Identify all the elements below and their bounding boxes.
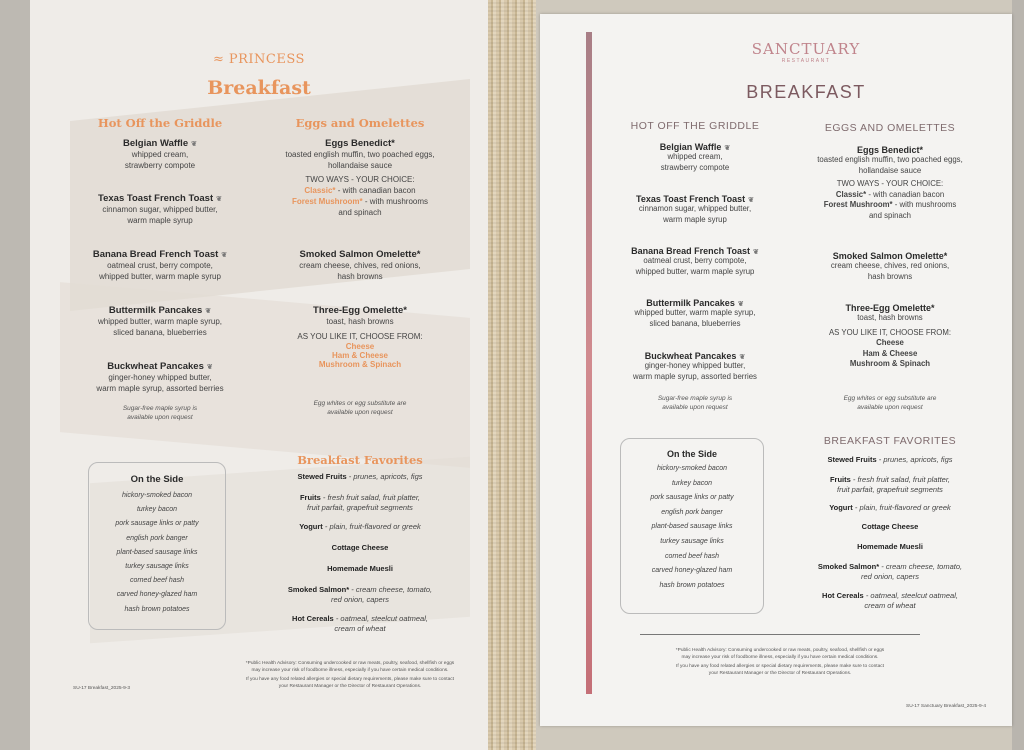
menu-item bbox=[260, 138, 460, 218]
menu-item bbox=[70, 138, 250, 171]
item-desc: warm maple syrup, assorted berries bbox=[633, 371, 757, 381]
fav-name: Hot Cereals bbox=[292, 614, 334, 623]
item-name: Three-Egg Omelette* bbox=[845, 303, 935, 313]
side-item: turkey bacon bbox=[136, 506, 178, 514]
note-line: available upon request bbox=[662, 404, 728, 411]
fav-name: Homemade Muesli bbox=[857, 542, 923, 551]
fav-name: Smoked Salmon* bbox=[287, 585, 350, 594]
choice-item: Mushroom & Spinach bbox=[318, 360, 402, 369]
eggs-heading: Eggs and Omelettes bbox=[295, 116, 425, 130]
fav-desc: red onion, capers bbox=[331, 595, 389, 604]
fav-desc: red onion, capers bbox=[861, 572, 919, 581]
item-desc: ginger-honey whipped butter, bbox=[108, 373, 212, 382]
menu-code: SU-17 Sanctuary Breakfast_2025-9-4 bbox=[906, 704, 986, 709]
leaf-icon: ❦ bbox=[739, 354, 746, 361]
side-item: corned beef hash bbox=[129, 577, 185, 585]
menu-item bbox=[600, 298, 790, 329]
brand-name: SANCTUARY bbox=[751, 40, 861, 58]
item-desc: oatmeal crust, berry compote, bbox=[643, 256, 747, 265]
leaf-icon: ❦ bbox=[724, 145, 731, 152]
page-title: Breakfast bbox=[207, 77, 311, 99]
leaf-icon: ❦ bbox=[748, 197, 754, 204]
item-desc: toasted english muffin, two poached eggs, bbox=[285, 150, 435, 159]
two-ways-label: TWO WAYS - YOUR CHOICE: bbox=[836, 179, 944, 188]
item-desc: ginger-honey whipped butter, bbox=[644, 361, 746, 370]
menu-item bbox=[600, 246, 790, 277]
side-list bbox=[621, 462, 763, 593]
leaf-icon: ❦ bbox=[206, 364, 213, 371]
menu-item bbox=[600, 194, 790, 225]
item-desc: whipped cream, bbox=[131, 150, 189, 159]
fav-name: Homemade Muesli bbox=[327, 564, 393, 573]
griddle-heading: HOT OFF THE GRIDDLE bbox=[630, 120, 760, 132]
accent-bar bbox=[586, 32, 592, 694]
menu-item bbox=[70, 361, 250, 394]
side-item: turkey sausage links bbox=[660, 537, 724, 545]
divider bbox=[640, 634, 920, 635]
fav-name: Yogurt bbox=[829, 503, 853, 512]
item-desc: toast, hash browns bbox=[857, 313, 923, 322]
item-desc: warm maple syrup bbox=[663, 214, 727, 224]
background-left bbox=[0, 0, 30, 750]
griddle-heading: Hot Off the Griddle bbox=[97, 116, 223, 130]
item-desc: toasted english muffin, two poached eggs, bbox=[817, 155, 963, 164]
binder-spine bbox=[488, 0, 536, 750]
menu-item bbox=[260, 305, 460, 369]
item-desc: strawberry compote bbox=[124, 161, 196, 170]
fine-line: *Public Health Advisory: Consuming undercooked or raw meats, poultry, seafood, shellfish or eggs bbox=[245, 661, 455, 666]
side-item: hash brown potatoes bbox=[124, 605, 190, 613]
egg-note bbox=[790, 394, 990, 412]
sanctuary-logo bbox=[600, 40, 1012, 64]
option-desc: and spinach bbox=[338, 208, 382, 217]
fav-desc: fruit parfait, grapefruit segments bbox=[307, 503, 413, 512]
item-desc: whipped butter, warm maple syrup, bbox=[634, 308, 756, 317]
choice-item: Cheese bbox=[345, 342, 375, 351]
princess-wave-icon: ≈ bbox=[213, 52, 225, 67]
favorites-list bbox=[790, 455, 990, 611]
fav-desc: - prunes, apricots, figs bbox=[346, 472, 423, 481]
menu-item bbox=[790, 303, 990, 370]
advisory-text bbox=[630, 648, 930, 677]
item-desc: cream cheese, chives, red onions, bbox=[830, 261, 950, 270]
fav-name: Cottage Cheese bbox=[331, 543, 389, 552]
menu-item bbox=[600, 142, 790, 173]
item-desc: whipped cream, bbox=[667, 152, 723, 161]
item-name: Texas Toast French Toast bbox=[98, 193, 214, 204]
fine-line: *Public Health Advisory: Consuming undercooked or raw meats, poultry, seafood, shellfish or eggs bbox=[675, 648, 885, 653]
leaf-icon: ❦ bbox=[216, 196, 222, 203]
syrup-note bbox=[70, 404, 250, 422]
item-name: Buckwheat Pancakes bbox=[644, 351, 737, 361]
item-desc: toast, hash browns bbox=[326, 317, 394, 326]
side-item: plant-based sausage links bbox=[116, 548, 198, 556]
fav-desc: cream of wheat bbox=[334, 624, 386, 633]
note-line: Sugar-free maple syrup is bbox=[122, 405, 198, 412]
fav-name: Fruits bbox=[299, 493, 321, 502]
side-heading: On the Side bbox=[666, 449, 717, 459]
choice-item: Ham & Cheese bbox=[331, 351, 389, 360]
note-line: Egg whites or egg substitute are bbox=[313, 400, 407, 407]
item-desc: hash browns bbox=[337, 272, 383, 281]
side-box bbox=[88, 462, 226, 630]
fav-name: Cottage Cheese bbox=[861, 522, 919, 531]
side-item: carved honey-glazed ham bbox=[651, 567, 733, 575]
menu-item bbox=[70, 249, 250, 282]
note-line: available upon request bbox=[857, 404, 923, 411]
syrup-note bbox=[600, 394, 790, 412]
item-name: Smoked Salmon Omelette* bbox=[299, 249, 421, 260]
fav-desc: - prunes, apricots, figs bbox=[876, 455, 953, 464]
item-name: Belgian Waffle bbox=[659, 142, 722, 152]
side-item: turkey bacon bbox=[671, 479, 713, 487]
item-desc: sliced banana, blueberries bbox=[649, 318, 741, 328]
fav-desc: - oatmeal, steelcut oatmeal, bbox=[333, 614, 428, 623]
two-ways-label: TWO WAYS - YOUR CHOICE: bbox=[305, 175, 415, 184]
option-desc: - with mushrooms bbox=[362, 197, 429, 206]
item-desc: hollandaise sauce bbox=[858, 165, 922, 175]
item-name: Banana Bread French Toast bbox=[631, 246, 750, 256]
menu-item bbox=[70, 305, 250, 338]
princess-logo bbox=[30, 50, 488, 68]
fav-desc: - cream cheese, tomato, bbox=[349, 585, 433, 594]
item-desc: cream cheese, chives, red onions, bbox=[299, 261, 421, 270]
side-item: english pork banger bbox=[126, 534, 188, 542]
fine-line: may increase your risk of foodborne illness, especially if you have certain medical conditions. bbox=[681, 654, 879, 660]
brand-name: PRINCESS bbox=[228, 52, 305, 67]
fav-name: Stewed Fruits bbox=[827, 455, 877, 464]
option-label: Forest Mushroom* bbox=[823, 200, 893, 209]
fine-line: your Restaurant Manager or the Director of Restaurant Operations. bbox=[278, 683, 422, 689]
item-desc: cinnamon sugar, whipped butter, bbox=[638, 204, 752, 213]
menu-item bbox=[600, 351, 790, 382]
option-desc: - with canadian bacon bbox=[335, 186, 416, 195]
fine-line: may increase your risk of foodborne illness, especially if you have certain medical conditions. bbox=[251, 667, 449, 673]
side-heading: On the Side bbox=[130, 474, 184, 485]
menu-item bbox=[70, 193, 250, 226]
item-desc: hollandaise sauce bbox=[327, 161, 393, 170]
side-item: pork sausage links or patty bbox=[115, 520, 199, 528]
item-desc: oatmeal crust, berry compote, bbox=[107, 261, 213, 270]
princess-menu-page bbox=[30, 0, 488, 750]
item-name: Belgian Waffle bbox=[123, 138, 189, 149]
leaf-icon: ❦ bbox=[191, 141, 197, 148]
side-item: plant-based sausage links bbox=[651, 523, 733, 531]
item-name: Buttermilk Pancakes bbox=[646, 298, 735, 308]
item-name: Three-Egg Omelette* bbox=[313, 305, 407, 316]
choice-item: Mushroom & Spinach bbox=[849, 359, 931, 368]
fav-name: Fruits bbox=[829, 475, 851, 484]
advisory-text bbox=[220, 661, 480, 690]
item-desc: whipped butter, warm maple syrup bbox=[635, 266, 755, 276]
item-name: Banana Bread French Toast bbox=[92, 249, 219, 260]
fav-desc: - plain, fruit-flavored or greek bbox=[322, 522, 421, 531]
leaf-icon: ❦ bbox=[221, 252, 228, 259]
sanctuary-menu-page bbox=[540, 14, 1012, 726]
fav-name: Yogurt bbox=[299, 522, 323, 531]
item-desc: hash browns bbox=[867, 271, 913, 281]
item-desc: warm maple syrup bbox=[127, 216, 193, 225]
option-label: Classic* bbox=[835, 189, 867, 199]
item-name: Eggs Benedict* bbox=[856, 145, 923, 155]
choose-label: AS YOU LIKE IT, CHOOSE FROM: bbox=[828, 327, 952, 337]
side-item: carved honey-glazed ham bbox=[116, 591, 198, 599]
menu-item bbox=[260, 249, 460, 282]
fav-desc: - fresh fruit salad, fruit platter, bbox=[320, 493, 421, 502]
side-item: corned beef hash bbox=[664, 552, 720, 560]
egg-note bbox=[260, 399, 460, 417]
fav-name: Stewed Fruits bbox=[297, 472, 347, 481]
page-title: BREAKFAST bbox=[746, 82, 866, 102]
side-box bbox=[620, 438, 764, 614]
option-desc: - with canadian bacon bbox=[866, 189, 945, 199]
fav-desc: - oatmeal, steelcut oatmeal, bbox=[863, 591, 958, 600]
note-line: Egg whites or egg substitute are bbox=[843, 395, 937, 402]
fav-name: Smoked Salmon* bbox=[817, 562, 880, 571]
favorites-list bbox=[260, 472, 460, 634]
choice-item: Ham & Cheese bbox=[862, 348, 918, 358]
fav-name: Hot Cereals bbox=[822, 591, 864, 600]
option-desc: - with mushrooms bbox=[892, 200, 957, 209]
item-desc: cinnamon sugar, whipped butter, bbox=[102, 205, 218, 214]
note-line: available upon request bbox=[127, 414, 193, 421]
item-name: Buttermilk Pancakes bbox=[108, 305, 203, 316]
side-item: pork sausage links or patty bbox=[650, 494, 734, 502]
fav-desc: - plain, fruit-flavored or greek bbox=[852, 503, 951, 512]
choose-label: AS YOU LIKE IT, CHOOSE FROM: bbox=[297, 332, 423, 341]
fine-line: If you have any food related allergies or special dietary requirements, please make sure to contact bbox=[246, 677, 454, 682]
favorites-heading: Breakfast Favorites bbox=[297, 453, 423, 467]
favorites-heading: BREAKFAST FAVORITES bbox=[823, 435, 957, 447]
option-desc: and spinach bbox=[868, 210, 912, 220]
note-line: available upon request bbox=[327, 409, 393, 416]
option-label: Classic* bbox=[304, 186, 336, 195]
side-item: hickory-smoked bacon bbox=[656, 465, 728, 472]
fine-line: your Restaurant Manager or the Director of Restaurant Operations. bbox=[708, 670, 852, 676]
choice-item: Cheese bbox=[876, 338, 904, 347]
leaf-icon: ❦ bbox=[753, 249, 759, 256]
leaf-icon: ❦ bbox=[737, 301, 744, 308]
note-line: Sugar-free maple syrup is bbox=[657, 395, 733, 402]
item-name: Eggs Benedict* bbox=[325, 138, 395, 149]
item-desc: strawberry compote bbox=[660, 162, 730, 172]
item-desc: whipped butter, warm maple syrup, bbox=[97, 317, 223, 326]
fav-desc: - cream cheese, tomato, bbox=[879, 562, 963, 571]
item-name: Smoked Salmon Omelette* bbox=[832, 251, 948, 261]
menu-code: SU-17 Breakfast_2025-9-3 bbox=[73, 686, 131, 691]
side-item: hash brown potatoes bbox=[659, 581, 725, 589]
side-item: english pork banger bbox=[661, 508, 723, 516]
item-desc: whipped butter, warm maple syrup bbox=[99, 272, 221, 281]
eggs-heading: EGGS AND OMELETTES bbox=[824, 122, 956, 134]
fine-line: If you have any food related allergies or special dietary requirements, please make sure to contact bbox=[676, 664, 884, 669]
menu-item bbox=[790, 145, 990, 221]
side-item: turkey sausage links bbox=[125, 563, 189, 571]
item-desc: sliced banana, blueberries bbox=[113, 328, 207, 337]
fav-desc: fruit parfait, grapefruit segments bbox=[837, 485, 943, 494]
item-name: Buckwheat Pancakes bbox=[107, 361, 204, 372]
side-list bbox=[89, 489, 225, 617]
background-right bbox=[1012, 0, 1024, 750]
side-item: hickory-smoked bacon bbox=[121, 492, 193, 499]
item-name: Texas Toast French Toast bbox=[636, 194, 746, 204]
fav-desc: - fresh fruit salad, fruit platter, bbox=[850, 475, 951, 484]
brand-subtitle: RESTAURANT bbox=[781, 58, 831, 64]
leaf-icon: ❦ bbox=[205, 308, 212, 315]
item-desc: warm maple syrup, assorted berries bbox=[96, 384, 224, 393]
option-label: Forest Mushroom* bbox=[291, 197, 363, 206]
menu-item bbox=[790, 251, 990, 282]
fav-desc: cream of wheat bbox=[864, 601, 916, 610]
